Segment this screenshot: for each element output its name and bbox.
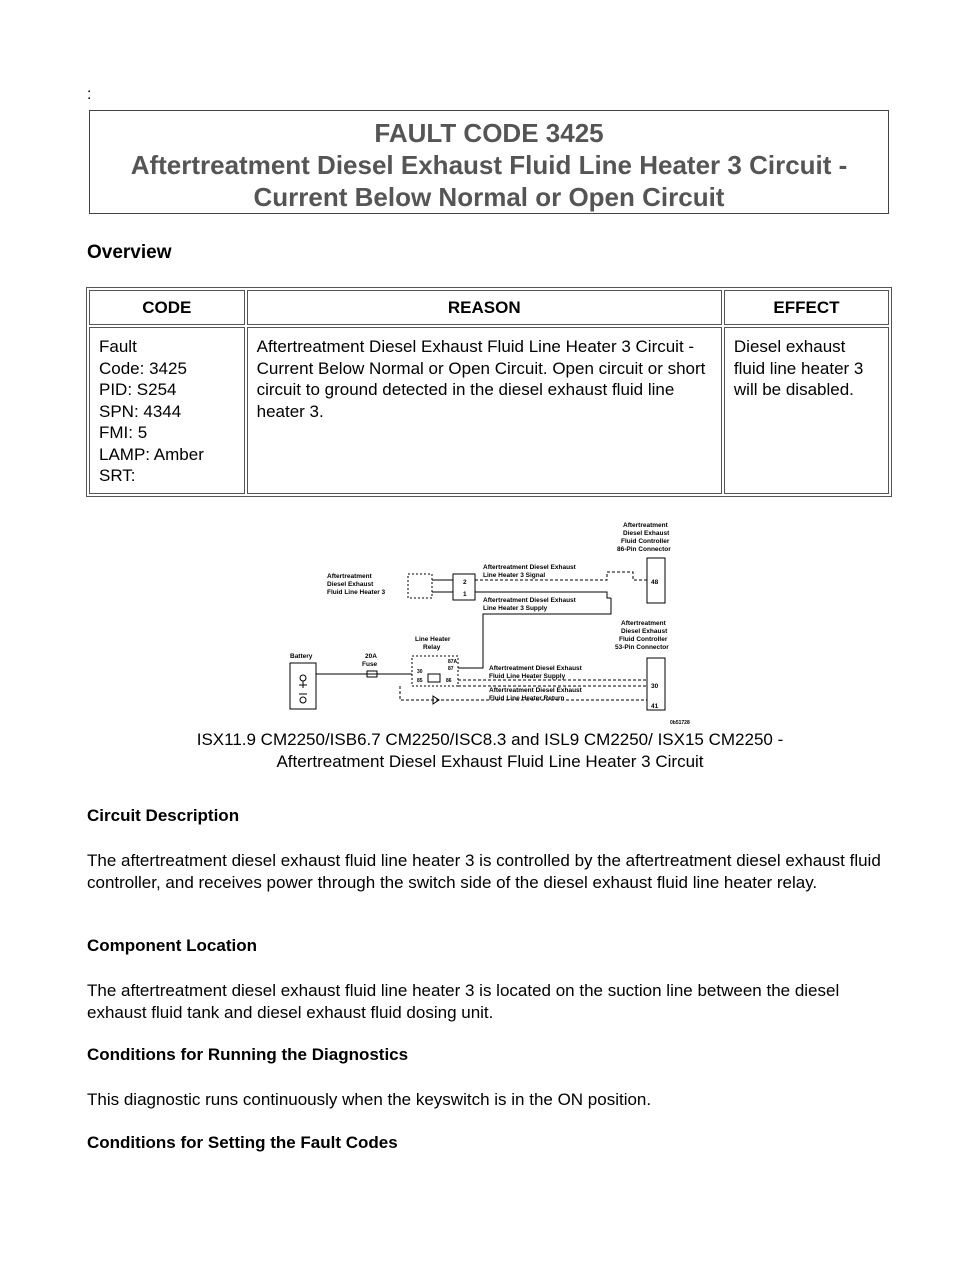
supply-label-1: Aftertreatment Diesel Exhaust xyxy=(489,665,582,672)
table-header-row xyxy=(89,290,889,325)
supply3-label-2: Line Heater 3 Supply xyxy=(483,605,548,612)
signal-label-1: Aftertreatment Diesel Exhaust xyxy=(483,564,576,571)
heater-label-1: Aftertreatment xyxy=(327,573,372,580)
controller86-label-2: Diesel Exhaust xyxy=(623,530,670,537)
page-colon: : xyxy=(87,86,92,103)
controller86-label-3: Fluid Controller xyxy=(621,538,670,545)
running-diagnostics-text: This diagnostic runs continuously when the keyswitch is in the ON position. xyxy=(87,1090,652,1109)
relay-pin-86: 86 xyxy=(446,678,452,684)
relay-pin-30: 30 xyxy=(417,669,423,675)
overview-heading: Overview xyxy=(87,242,172,263)
pin-30: 30 xyxy=(651,683,659,690)
header-effect: EFFECT xyxy=(724,290,889,325)
controller53-label-4: 53-Pin Connector xyxy=(615,644,669,651)
circuit-diagram xyxy=(285,518,705,726)
pin-41: 41 xyxy=(651,703,659,710)
heater-label-3: Fluid Line Heater 3 xyxy=(327,589,386,596)
caption-line-2: Aftertreatment Diesel Exhaust Fluid Line Heater 3 Circuit xyxy=(276,752,704,771)
setting-fault-codes-heading: Conditions for Setting the Fault Codes xyxy=(87,1133,398,1152)
component-location-text: The aftertreatment diesel exhaust fluid line heater 3 is located on the suction line between the diesel exhaust fluid tank and diesel exhaust fluid dosing unit. xyxy=(87,981,840,1022)
header-code: CODE xyxy=(89,290,245,325)
return-label-2: Fluid Line Heater Return xyxy=(489,695,565,702)
header-reason: REASON xyxy=(247,290,722,325)
caption-line-1: ISX11.9 CM2250/ISB6.7 CM2250/ISC8.3 and ISL9 CM2250/ ISX15 CM2250 - xyxy=(196,730,784,749)
code-line: Fault xyxy=(99,337,137,356)
controller86-label-4: 86-Pin Connector xyxy=(617,546,671,553)
title-box xyxy=(89,110,889,214)
code-cell xyxy=(89,327,245,494)
battery-label: Battery xyxy=(290,653,313,660)
code-line: FMI: 5 xyxy=(99,423,148,442)
pin-2: 2 xyxy=(463,579,467,586)
fuse-label-2: Fuse xyxy=(362,661,378,668)
table-row xyxy=(89,327,889,494)
effect-cell: Diesel exhaust fluid line heater 3 will be disabled. xyxy=(724,327,889,494)
fuse-label-1: 20A xyxy=(365,653,377,660)
diagram-caption xyxy=(100,729,880,773)
relay-label-2: Relay xyxy=(423,644,441,651)
fault-title-line-3: Current Below Normal or Open Circuit xyxy=(253,182,725,212)
fault-title-line-2: Aftertreatment Diesel Exhaust Fluid Line Heater 3 Circuit - xyxy=(130,150,848,180)
controller86-label-1: Aftertreatment xyxy=(623,522,668,529)
circuit-description-heading: Circuit Description xyxy=(87,806,240,825)
code-line: Code: 3425 xyxy=(99,358,187,378)
overview-table xyxy=(86,287,892,497)
code-line: SRT: xyxy=(99,466,136,485)
battery-symbol-icon xyxy=(299,675,307,703)
diagram-ref: 0b51728 xyxy=(670,720,690,726)
controller53-label-2: Diesel Exhaust xyxy=(621,628,668,635)
relay-pin-87: 87 xyxy=(448,666,454,672)
controller53-label-3: Fluid Controller xyxy=(619,636,668,643)
supply-label-2: Fluid Line Heater Supply xyxy=(489,673,566,680)
reason-cell: Aftertreatment Diesel Exhaust Fluid Line Heater 3 Circuit - Current Below Normal or Open Circuit. Open circuit or short circuit to ground detected in the diesel exhaust fluid line heater 3. xyxy=(247,327,722,494)
component-location-heading: Component Location xyxy=(87,936,257,955)
fault-code-title: FAULT CODE 3425 xyxy=(374,118,604,148)
return-label-1: Aftertreatment Diesel Exhaust xyxy=(489,687,582,694)
relay-pin-85: 85 xyxy=(417,678,423,684)
pin-48: 48 xyxy=(651,579,659,586)
code-line: PID: S254 xyxy=(99,380,177,399)
relay-label-1: Line Heater xyxy=(415,636,451,643)
circuit-description-text: The aftertreatment diesel exhaust fluid line heater 3 is controlled by the aftertreatment diesel exhaust fluid controller, and receives power through the switch side of the diesel exhaust fluid line heater relay. xyxy=(87,851,881,892)
heater-label-2: Diesel Exhaust xyxy=(327,581,374,588)
code-line: LAMP: Amber xyxy=(99,444,204,464)
code-line: SPN: 4344 xyxy=(99,401,182,421)
relay-pin-87a: 87A xyxy=(448,659,458,665)
running-diagnostics-heading: Conditions for Running the Diagnostics xyxy=(87,1045,409,1064)
controller53-label-1: Aftertreatment xyxy=(621,620,666,627)
supply3-label-1: Aftertreatment Diesel Exhaust xyxy=(483,597,576,604)
pin-1: 1 xyxy=(463,591,467,598)
signal-label-2: Line Heater 3 Signal xyxy=(483,572,546,579)
